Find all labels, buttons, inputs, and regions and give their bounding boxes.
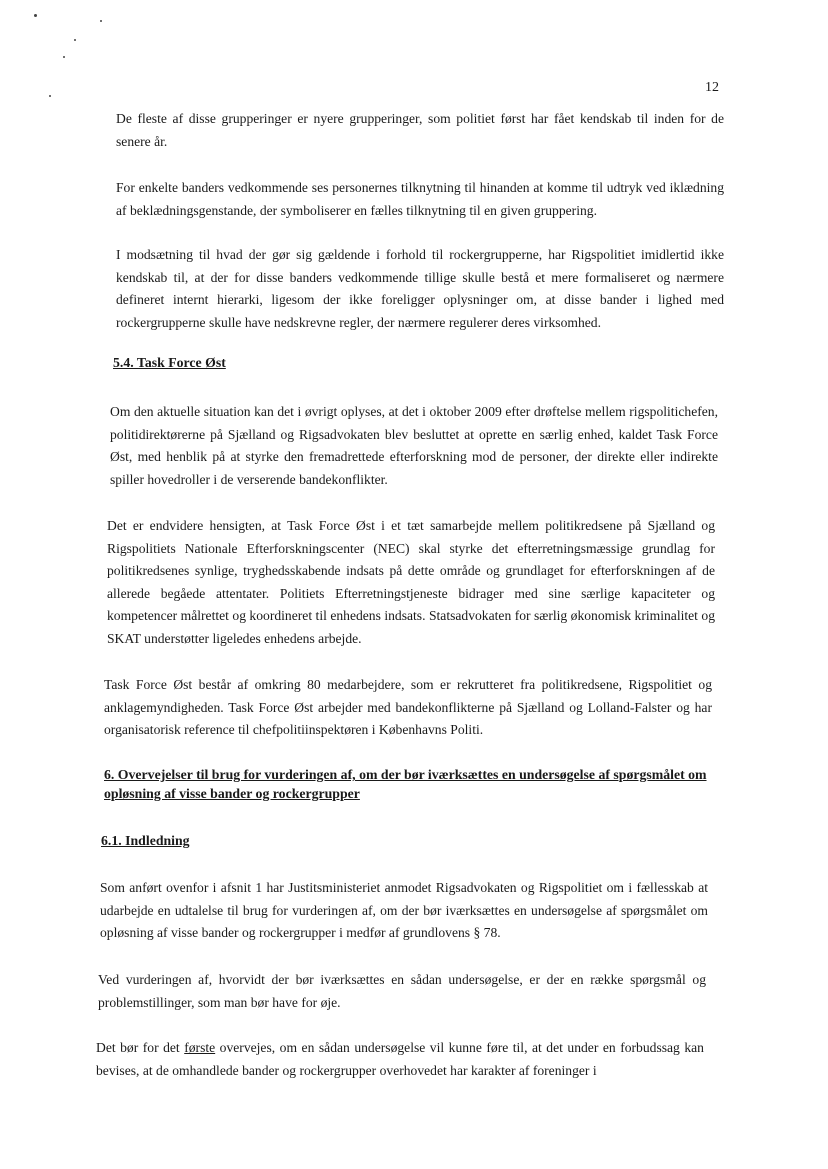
paragraph-text: overvejes, om en sådan undersøgelse vil kunne føre til, at det under en forbudssag kan bevises, at de omhandlede bander og rockergrupper overhovedet har karakter af foreninger i <box>96 1040 704 1078</box>
section-heading: 5.4. Task Force Øst <box>113 355 226 370</box>
page-number: 12 <box>705 80 719 95</box>
section-heading: 6.1. Indledning <box>101 833 190 848</box>
paragraph: Som anført ovenfor i afsnit 1 har Justitsministeriet anmodet Rigsadvokaten og Rigspolitiet om i fællesskab at udarbejde en udtalelse til brug for vurderingen af, om der bør iværksættes en undersøgelse af spørgsmålet om opløsning af visse bander og rockergrupper i medfør af grundlovens § 78. <box>100 880 708 940</box>
paragraph: Task Force Øst består af omkring 80 medarbejdere, som er rekrutteret fra politikredsene, Rigspolitiet og anklagemyndigheden. Task Force Øst arbejder med bandekonflikterne på Sjælland og Lolland-Falster og har organisatorisk reference til chefpolitiinspektøren i Københavns Politi. <box>104 677 712 737</box>
paragraph: I modsætning til hvad der gør sig gældende i forhold til rockergrupperne, har Rigspolitiet imidlertid ikke kendskab til, at der for disse banders vedkommende tillige skulle bestå et mere formaliseret og nærmere defineret internt hierarki, ligesom der ikke foreligger oplysninger om, at disse bander i lighed med rockergrupperne skulle have nedskrevne regler, der nærmere regulerer deres virksomhed. <box>116 247 724 330</box>
paragraph: Om den aktuelle situation kan det i øvrigt oplyses, at det i oktober 2009 efter drøftelse mellem rigspolitichefen, politidirektørerne på Sjælland og Rigsadvokaten blev besluttet at oprette en særlig enhed, kaldet Task Force Øst, med henblik på at styrke den fremadrettede efterforskning mod de personer, der direkte eller indirekte spiller hovedroller i de verserende bandekonflikter. <box>110 404 718 487</box>
scan-speck <box>74 39 76 41</box>
scan-speck <box>49 95 51 97</box>
paragraph: De fleste af disse grupperinger er nyere grupperinger, som politiet først har fået kendskab til inden for de senere år. <box>116 111 724 149</box>
paragraph <box>96 1037 704 1082</box>
paragraph-text: Det bør for det <box>96 1040 185 1055</box>
section-heading: 6. Overvejelser til brug for vurderingen af, om der bør iværksættes en undersøgelse af spørgsmålet om opløsning af visse bander og rockergrupper <box>104 767 707 801</box>
paragraph: Ved vurderingen af, hvorvidt der bør iværksættes en sådan undersøgelse, er der en række spørgsmål og problemstillinger, som man bør have for øje. <box>98 972 706 1010</box>
scan-speck <box>34 14 37 17</box>
scan-speck <box>63 56 65 58</box>
scan-speck <box>100 20 102 22</box>
emphasized-word: første <box>184 1040 216 1055</box>
paragraph: For enkelte banders vedkommende ses personernes tilknytning til hinanden at komme til udtryk ved iklædning af beklædningsgenstande, der symboliserer en fælles tilknytning til en given gruppering. <box>116 180 724 218</box>
paragraph: Det er endvidere hensigten, at Task Force Øst i et tæt samarbejde mellem politikredsene på Sjælland og Rigspolitiets Nationale Efterforskningscenter (NEC) skal styrke det efterretningsmæssige grundlag for politikredsenes synlige, tryghedsskabende indsats på dette område og grundlaget for efterforskningen af de allerede begåede attentater. Politiets Efterretningstjeneste bidrager med sine særlige kapaciteter og kompetencer målrettet og koordineret til enhedens indsats. Statsadvokaten for særlig økonomisk kriminalitet og SKAT understøtter ligeledes enhedens arbejde. <box>107 518 715 646</box>
